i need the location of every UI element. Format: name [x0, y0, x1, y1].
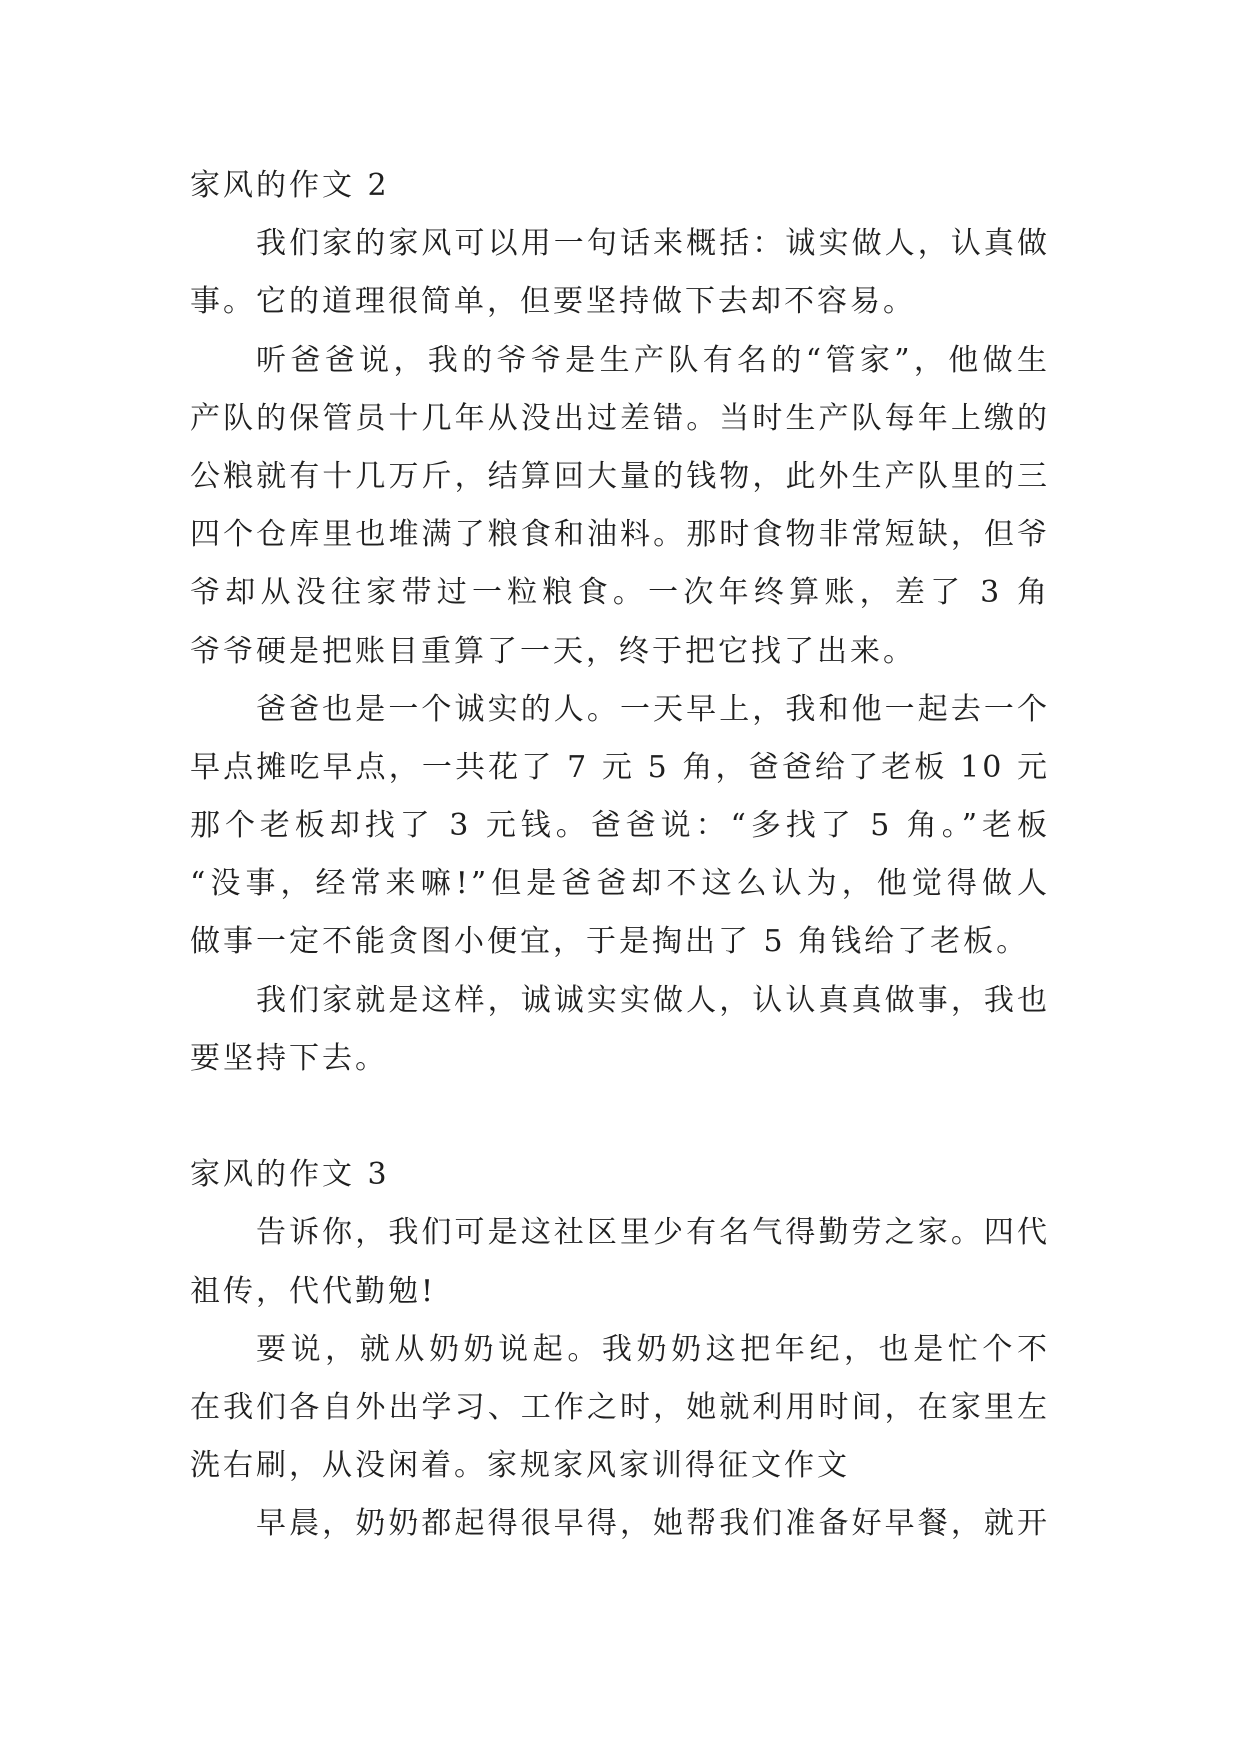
paragraph: [190, 681, 1050, 972]
essay-title: 家风的作文 2: [190, 168, 390, 203]
document-body: [190, 157, 1050, 1554]
paragraph-line: 早晨，奶奶都起得很早得，她帮我们准备好早餐，就开: [256, 1506, 1050, 1542]
paragraph-line: 我们家就是这样，诚诚实实做人，认认真真做事，我也: [256, 982, 1050, 1018]
paragraph: [190, 972, 1050, 1088]
paragraph: [190, 215, 1050, 331]
paragraph-line: 事。它的道理很简单，但要坚持做下去却不容易。: [190, 284, 916, 320]
paragraph-line: 公粮就有十几万斤，结算回大量的钱物，此外生产队里的三: [190, 458, 1050, 494]
essay-section: [190, 157, 1050, 1088]
paragraph: [190, 1204, 1050, 1320]
paragraph-line: 早点摊吃早点，一共花了 7 元 5 角，爸爸给了老板 10 元: [190, 749, 1050, 785]
paragraph-line: “没事，经常来嘛!”但是爸爸却不这么认为，他觉得做人: [190, 866, 1050, 902]
paragraph-line: 洗右刷，从没闲着。家规家风家训得征文作文: [190, 1448, 850, 1484]
paragraph-line: 爷爷硬是把账目重算了一天，终于把它找了出来。: [190, 633, 916, 669]
paragraph: [190, 1495, 1050, 1553]
paragraph-line: 要坚持下去。: [190, 1040, 388, 1076]
paragraph-line: 要说，就从奶奶说起。我奶奶这把年纪，也是忙个不: [256, 1331, 1050, 1367]
paragraph-line: 产队的保管员十几年从没出过差错。当时生产队每年上缴的: [190, 400, 1050, 436]
paragraph: [190, 332, 1050, 681]
paragraph-line: 在我们各自外出学习、工作之时，她就利用时间，在家里左: [190, 1389, 1050, 1425]
paragraph-line: 告诉你，我们可是这社区里少有名气得勤劳之家。四代: [256, 1215, 1050, 1251]
section-gap: [190, 1088, 1050, 1146]
paragraph-line: 做事一定不能贪图小便宜，于是掏出了 5 角钱给了老板。: [190, 924, 1030, 960]
essay-title: 家风的作文 3: [190, 1157, 390, 1193]
paragraph: [190, 1321, 1050, 1496]
paragraph-line: 我们家的家风可以用一句话来概括：诚实做人，认真做: [256, 226, 1050, 262]
paragraph-line: 爷却从没往家带过一粒粮食。一次年终算账，差了 3 角: [190, 575, 1050, 611]
paragraph-line: 爸爸也是一个诚实的人。一天早上，我和他一起去一个: [256, 691, 1050, 727]
paragraph-line: 四个仓库里也堆满了粮食和油料。那时食物非常短缺，但爷: [190, 517, 1050, 553]
paragraph-line: 听爸爸说，我的爷爷是生产队有名的“管家”，他做生: [256, 342, 1050, 378]
paragraph-line: 那个老板却找了 3 元钱。爸爸说：“多找了 5 角。”老板: [190, 808, 1050, 844]
paragraph-line: 祖传，代代勤勉!: [190, 1273, 437, 1309]
essay-section: [190, 1146, 1050, 1553]
